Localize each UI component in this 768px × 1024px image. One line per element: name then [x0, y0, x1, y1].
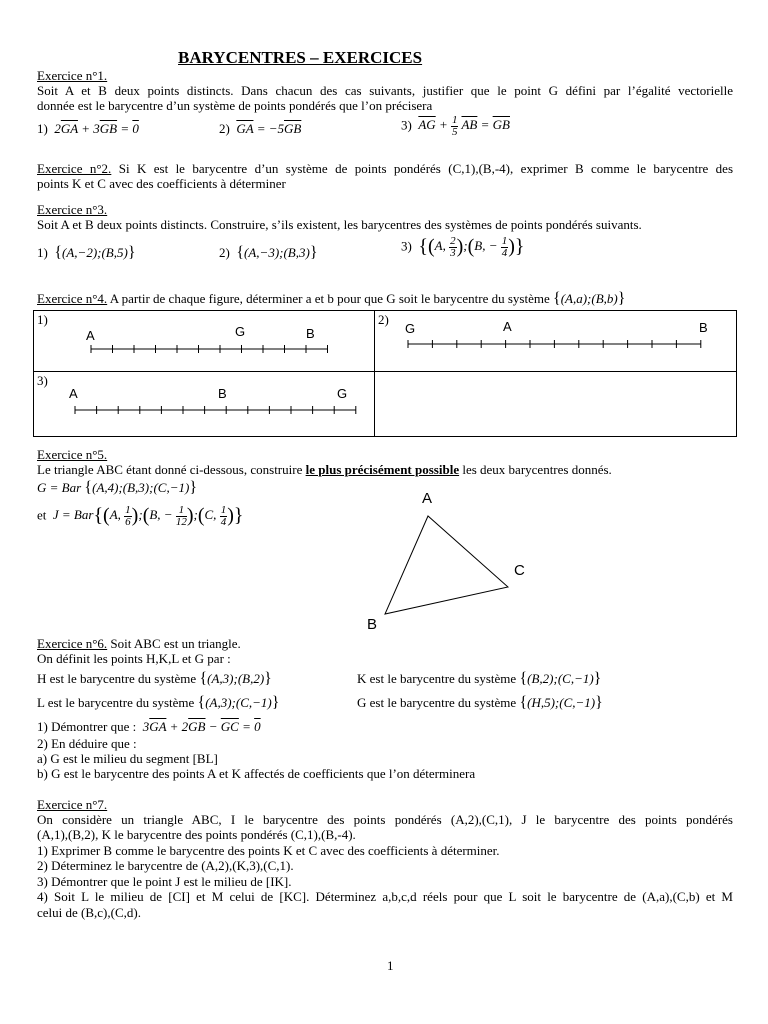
fig3-graduated-line [34, 372, 374, 436]
ex3-item-3: 3) {(A, $\frac{2}{3}$ );(B, − $\frac{1}{4}$ )} [401, 235, 525, 259]
ex5-text: Le triangle ABC étant donné ci-dessous, construire le plus précisément possible les deux barycentres donnés. [37, 462, 612, 477]
ex6-heading-line: Exercice n°6. Soit ABC est un triangle. [37, 636, 241, 651]
ex1-text-line2: donnée est le barycentre d’un système de points pondérés que l’on précisera [37, 98, 433, 113]
ex1-item-1: 1) $2\overline{GA} + 3\overline{GB} = 0$ [37, 121, 139, 136]
fig2-point-a: A [503, 319, 512, 334]
page-number: 1 [387, 958, 394, 973]
ex7-line-2: (A,1),(B,2), K le barycentre des points pondérés (C,1),(B,-4). [37, 827, 356, 842]
triangle-abc [385, 516, 508, 614]
fig2-point-b: B [699, 320, 708, 335]
fig2-point-g: G [405, 321, 416, 336]
ex4-figure-2 [375, 311, 737, 372]
ex3-text: Soit A et B deux points distincts. Construire, s’ils existent, les barycentres des systèmes de points pondérés suivants. [37, 217, 642, 232]
ex3-item-1: 1) {(A,−2);(B,5)} [37, 244, 136, 261]
ex6-qa: a) G est le milieu du segment [BL] [37, 751, 218, 766]
page-title: BARYCENTRES – EXERCICES [178, 48, 423, 67]
vertex-a-label: A [422, 490, 433, 507]
ex5-heading: Exercice n°5. [37, 447, 108, 462]
figure-3-label: 3) [37, 373, 48, 388]
fig1-point-b: B [306, 326, 315, 341]
fig3-point-b: B [218, 386, 227, 401]
ex4-text: Exercice n°4. A partir de chaque figure, déterminer a et b pour que G soit le barycentre du système {(A,a);(B,b)} [37, 290, 626, 307]
vertex-b-label: B [367, 616, 378, 633]
ex6-q1: 1) Démontrer que : $3\overline{GA} + 2\overline{GB} - \overline{GC} = 0$ [37, 719, 261, 734]
ex1-heading: Exercice n°1. [37, 68, 108, 83]
vertex-c-label: C [514, 562, 525, 579]
fig2-graduated-line [375, 311, 735, 371]
ex7-line-1: On considère un triangle ABC, I le barycentre des points pondérés (A,2),(C,1), J le barycentre des points pondérés [37, 812, 733, 827]
ex4-figure-table [33, 310, 737, 437]
ex7-line-6: 4) Soit L le milieu de [CI] et M celui de [KC]. Déterminez a,b,c,d réels pour que L soit le barycentre de (A,a),(C,b) et M [37, 889, 733, 904]
ex2-text-line1: Exercice n°2. Si K est le barycentre d’un système de points pondérés (C,1),(B,-4), exprimer B comme le barycentre des [37, 161, 734, 176]
fig1-graduated-line [34, 311, 374, 371]
ex6-define: On définit les points H,K,L et G par : [37, 651, 231, 666]
ex6-qb: b) G est le barycentre des points A et K affectés de coefficients que l’on déterminera [37, 766, 476, 781]
ex7-line-7: celui de (B,c),(C,d). [37, 905, 141, 920]
ex7-line-4: 2) Déterminez le barycentre de (A,2),(K,3),(C,1). [37, 858, 294, 873]
fig3-point-a: A [69, 386, 78, 401]
ex7-line-5: 3) Démontrer que le point J est le milieu de [IK]. [37, 874, 292, 889]
ex1-item-3: 3) $\overline{AG}$ + $\frac{1}{5}$ $\overline{AB} = \overline{GB}$ [401, 114, 510, 138]
ex5-g-formula: G = Bar {(A,4);(B,3);(C,−1)} [37, 479, 198, 496]
fig3-point-g: G [337, 386, 348, 401]
ex6-q2: 2) En déduire que : [37, 736, 137, 751]
fig1-point-a: A [86, 328, 95, 343]
ex7-line-3: 1) Exprimer B comme le barycentre des points K et C avec des coefficients à déterminer. [37, 843, 500, 858]
ex6-l-def: L est le barycentre du système {(A,3);(C,−1)} [37, 694, 280, 711]
ex4-figure-1 [34, 311, 375, 372]
ex4-figure-empty [375, 372, 737, 437]
ex6-g-def: G est le barycentre du système {(H,5);(C,−1)} [357, 694, 603, 711]
ex6-k-def: K est le barycentre du système {(B,2);(C,−1)} [357, 670, 602, 687]
ex6-h-def: H est le barycentre du système {(A,3);(B,2)} [37, 670, 272, 687]
ex5-j-formula: et J = Bar{(A, $\frac{1}{6}$ );(B, − $\frac{1}{12}$ );(C, $\frac{1}{4}$ )} [37, 504, 244, 528]
ex3-item-2: 2) {(A,−3);(B,3)} [219, 244, 318, 261]
ex3-heading: Exercice n°3. [37, 202, 108, 217]
ex1-text-line1: Soit A et B deux points distincts. Dans chacun des cas suivants, justifier que le point G défini par l’égalité vectorielle [37, 83, 733, 98]
figure-2-label: 2) [378, 312, 389, 327]
fig1-point-g: G [235, 324, 246, 339]
figure-1-label: 1) [37, 312, 48, 327]
ex1-item-2: 2) $\overline{GA} = -5\overline{GB}$ [219, 121, 302, 136]
ex5-triangle [360, 490, 560, 640]
ex4-figure-3 [34, 372, 375, 437]
ex2-text-line2: points K et C avec des coefficients à déterminer [37, 176, 286, 191]
ex7-heading: Exercice n°7. [37, 797, 108, 812]
